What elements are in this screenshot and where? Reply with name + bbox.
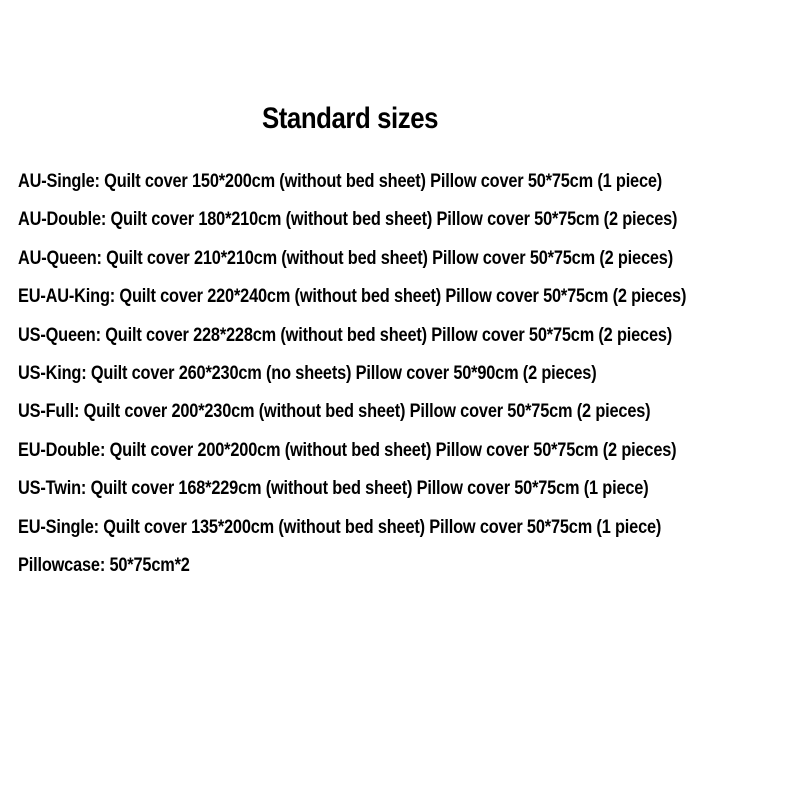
size-item-us-king: US-King: Quilt cover 260*230cm (no sheets) Pillow cover 50*90cm (2 pieces) bbox=[18, 362, 597, 384]
size-item-au-queen: AU-Queen: Quilt cover 210*210cm (without bed sheet) Pillow cover 50*75cm (2 pieces) bbox=[18, 247, 673, 269]
page-title: Standard sizes bbox=[261, 102, 439, 135]
size-item-pillowcase: Pillowcase: 50*75cm*2 bbox=[18, 554, 190, 576]
size-item-us-full: US-Full: Quilt cover 200*230cm (without bed sheet) Pillow cover 50*75cm (2 pieces) bbox=[18, 401, 651, 423]
size-item-us-queen: US-Queen: Quilt cover 228*228cm (without bed sheet) Pillow cover 50*75cm (2 pieces) bbox=[18, 324, 673, 346]
size-item-eu-au-king: EU-AU-King: Quilt cover 220*240cm (without bed sheet) Pillow cover 50*75cm (2 pieces) bbox=[18, 286, 687, 308]
size-item-au-double: AU-Double: Quilt cover 180*210cm (without bed sheet) Pillow cover 50*75cm (2 pieces) bbox=[18, 209, 678, 231]
size-item-au-single: AU-Single: Quilt cover 150*200cm (without bed sheet) Pillow cover 50*75cm (1 piece) bbox=[18, 171, 663, 192]
size-item-us-twin: US-Twin: Quilt cover 168*229cm (without bed sheet) Pillow cover 50*75cm (1 piece) bbox=[18, 478, 649, 500]
size-list bbox=[18, 168, 795, 590]
size-item-eu-single: EU-Single: Quilt cover 135*200cm (without bed sheet) Pillow cover 50*75cm (1 piece) bbox=[18, 516, 662, 538]
size-item-eu-double: EU-Double: Quilt cover 200*200cm (without bed sheet) Pillow cover 50*75cm (2 pieces) bbox=[18, 439, 677, 461]
